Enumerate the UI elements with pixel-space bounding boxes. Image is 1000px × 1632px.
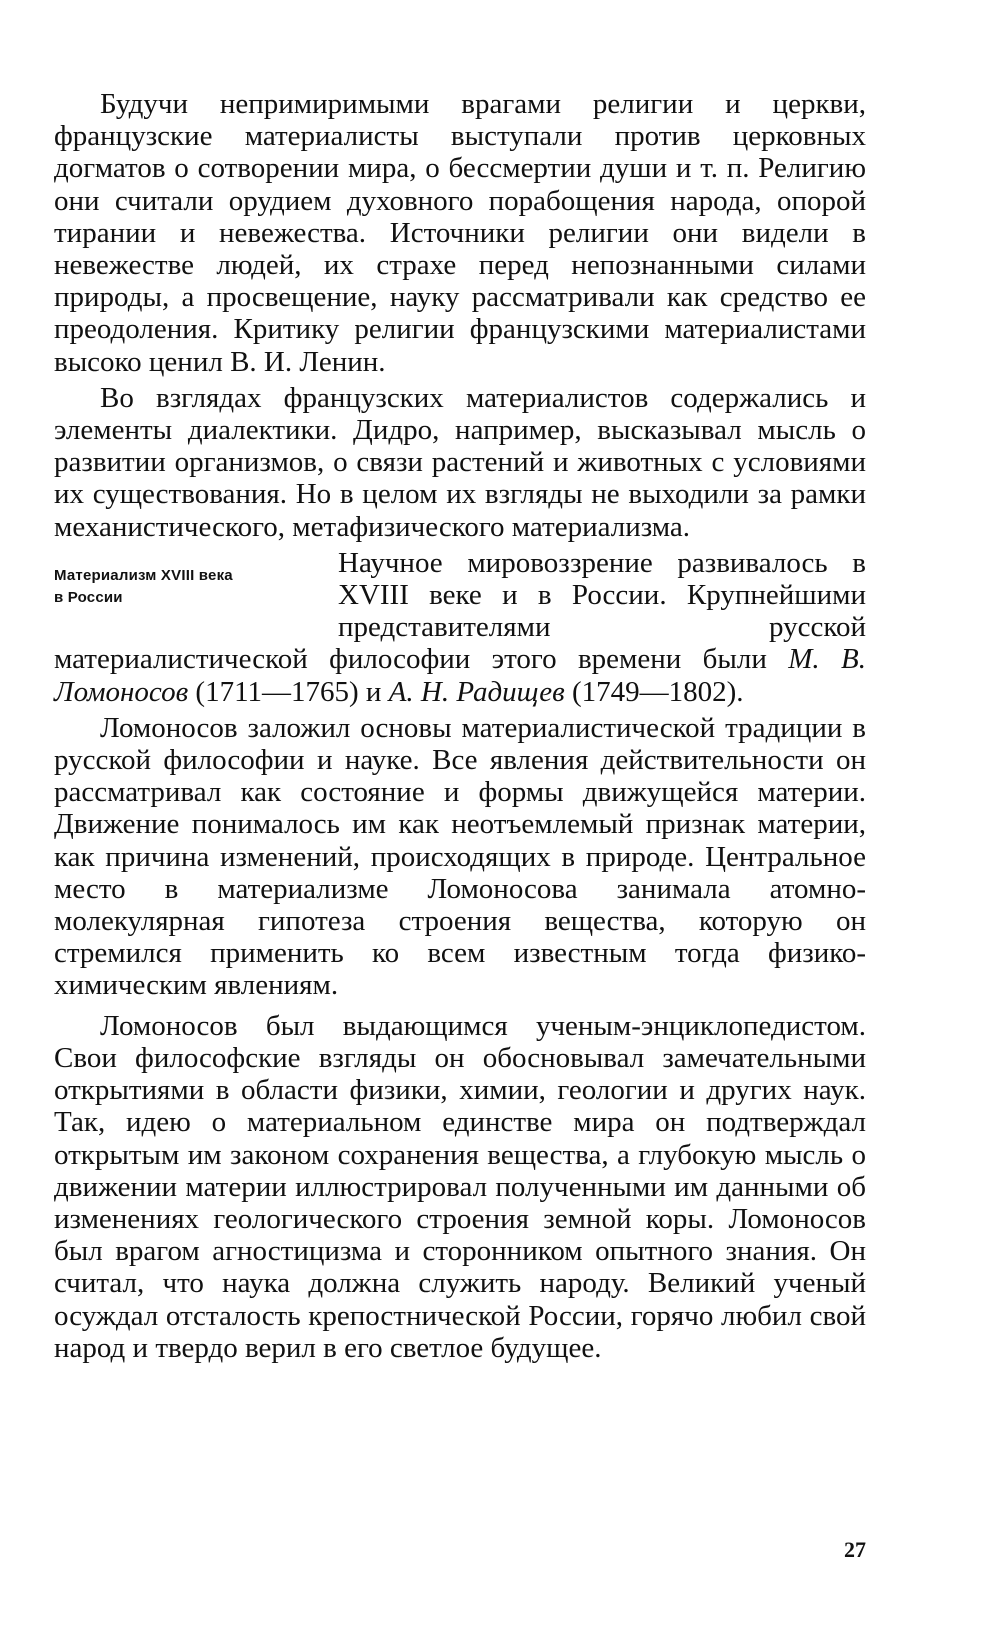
name-lomonosov: М. В. Ломоносов [54,643,866,708]
radishchev-dates: (1749—1802). [571,675,744,708]
margin-heading [54,547,338,639]
name-radishchev: А. Н. Радищев [388,675,565,708]
paragraph-religion-critique: Будучи непримиримыми врагами религии и церкви, французские материалисты выступали против церковных догматов о сотворении мира, о бессмертии души и т. п. Религию они считали орудием духовного порабощения народа, опорой тирании и невежества. Источники религии они видели в невежестве людей, их страхе перед непознанными силами природы, а просвещение, науку рассматривали как средство ее преодоления. Критику религии французскими материалистами высоко ценил В. И. Ленин. [54,88,866,378]
margin-heading-line-1: Материализм XVIII века [54,566,233,584]
page-number: 27 [844,1537,866,1562]
section-russian-materialism [54,547,866,708]
representatives-text: Научное мировоззрение развивалось в XVIII веке и в России. Крупнейшими представителями русской материалистической философии этого времени были [54,546,866,676]
margin-heading-line-2: в России [54,588,123,606]
paragraph-dialectics: Во взглядах французских материалистов содержались и элементы диалектики. Дидро, например, высказывал мысль о развитии организмов, о связи растений и животных с условиями их существования. Но в целом их взгляды не выходили за рамки механистического, метафизического материализма. [54,381,866,543]
text-column [54,88,866,1364]
paragraph-lomonosov-foundations: Ломоносов заложил основы материалистической традиции в русской философии и науке. Все явления действительности он рассматривал как состояние и формы движущейся материи. Движение понималось им как неотъемлемый признак материи, как причина изменений, происходящих в природе. Центральное место в материализме Ломоносова занимала атомно-молекулярная гипотеза строения вещества, которую он стремился применить ко всем известным тогда физико-химическим явлениям. [54,711,866,1002]
paragraph-lomonosov-encyclopedist: Ломоносов был выдающимся ученым-энциклопедистом. Свои философские взгляды он обосновывал замечательными открытиями в области физики, химии, геологии и других наук. Так, идею о материальном единстве мира он подтверждал открытым им законом сохранения вещества, а глубокую мысль о движении материи иллюстрировал полученными им данными об изменениях геологического строения земной коры. Ломоносов был врагом агностицизма и сторонником опытного знания. Он считал, что наука должна служить народу. Великий ученый осуждал отсталость крепостнической России, горячо любил свой народ и твердо верил в его светлое будущее. [54,1009,866,1364]
lomonosov-dates: (1711—1765) и [195,675,382,708]
